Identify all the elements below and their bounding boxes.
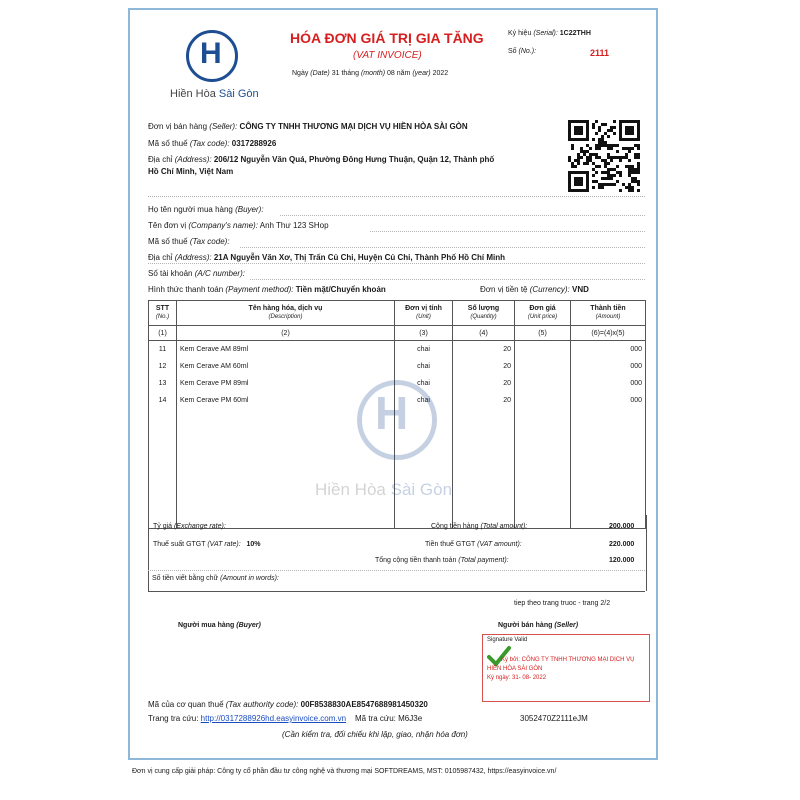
table-header	[149, 301, 646, 326]
exchange-rate-row: Tỷ giá (Exchange rate):	[153, 523, 226, 530]
vat-rate-row: Thuế suất GTGT (VAT rate): 10%	[153, 541, 261, 548]
signed-by-line2: HIỀN HÒA SÀI GÒN	[487, 666, 543, 672]
table-row: 14 Kem Cerave PM 60ml chai 20 000	[149, 392, 646, 409]
buyer-company-row: Tên đơn vị (Company's name): Anh Thư 123 SHop	[148, 221, 329, 230]
signed-date: Ký ngày: 31- 08- 2022	[487, 675, 547, 681]
check-note: (Cần kiểm tra, đối chiếu khi lập, giao, nhận hóa đơn)	[282, 730, 468, 739]
seller-tax-code: 0317288926	[231, 139, 277, 148]
payment-method-row: Hình thức thanh toán (Payment method): Tiền mặt/Chuyển khoản	[148, 285, 386, 294]
provider-footer: Đơn vị cung cấp giải pháp: Công ty cổ phần đầu tư công nghệ và thương mại SOFTDREAMS, MST: 0105987432, https://easyinvoice.vn/	[132, 768, 557, 775]
col-header-no: STT (No.)	[149, 301, 177, 326]
invoice-subtitle: (VAT INVOICE)	[353, 50, 422, 61]
amount-in-words-row: Số tiền viết bằng chữ (Amount in words):	[152, 575, 279, 582]
number-field: Số (No.):	[508, 48, 537, 55]
signed-by: Ký bởi: CÔNG TY TNHH THƯƠNG MẠI DỊCH VỤ	[501, 657, 635, 663]
seller-name: CÔNG TY TNHH THƯƠNG MẠI DỊCH VỤ HIỀN HÒA SÀI GÒN	[239, 122, 468, 131]
buyer-tax-row: Mã số thuế (Tax code):	[148, 237, 230, 246]
section-divider	[148, 196, 645, 197]
buyer-address: 21A Nguyễn Văn Xơ, Thị Trấn Củ Chi, Huyện Củ Chi, Thành Phố Hồ Chí Minh	[213, 253, 506, 262]
seller-name-row: Đơn vị bán hàng (Seller): CÔNG TY TNHH THƯƠNG MẠI DỊCH VỤ HIỀN HÒA SÀI GÒN	[148, 122, 468, 131]
logo-letter: H	[200, 37, 222, 70]
vat-rate: 10%	[246, 541, 261, 548]
buyer-person-row: Họ tên người mua hàng (Buyer):	[148, 205, 264, 214]
serial-value: 1C22THH	[559, 30, 591, 37]
tax-authority-row: Mã của cơ quan thuế (Tax authority code): 00F8538830AE8547688981450320	[148, 700, 428, 709]
col-header-unit-price: Đơn giá (Unit price)	[515, 301, 571, 326]
col-header-description: Tên hàng hóa, dịch vụ (Description)	[177, 301, 395, 326]
buyer-address-row: Địa chỉ (Address): 21A Nguyễn Văn Xơ, Thị Trấn Củ Chi, Huyện Củ Chi, Thành Phố Hồ Chí Minh	[148, 253, 506, 262]
col-header-amount: Thành tiền (Amount)	[571, 301, 646, 326]
seller-signature-label: Người bán hàng (Seller)	[498, 622, 579, 629]
invoice-number: 2111	[590, 48, 610, 58]
table-row: 13 Kem Cerave PM 89ml chai 20 000	[149, 375, 646, 392]
table-row: 11 Kem Cerave AM 89ml chai 20 000	[149, 341, 646, 359]
seller-address-line2: Hồ Chí Minh, Việt Nam	[148, 167, 234, 176]
currency: VND	[571, 285, 589, 294]
invoice-sheet: H Hiền Hòa Sài Gòn HÓA ĐƠN GIÁ TRỊ GIA TĂNG (VAT INVOICE) Ngày (Date) 31 tháng (month) 08 năm (year) 2022 Ký hiệu (Serial): 1C22THH Số (No.): 2111 Đơn vị bán hàng (Seller): CÔNG TY TNHH THƯƠNG MẠI DỊCH VỤ HIỀN HÒA SÀI GÒN Mã số thuế (Tax code): 0317288926 Địa chỉ (Address): 206/12 Nguyễn Văn Quá, Phường Đông Hưng Thuận, Quận 12, Thành phố Hồ Chí Minh, Việt Nam Họ tên người mua hàng (Buyer): Tên đơn vị (Company's name): Anh Thư 123 SHop Mã số thuế (Tax code): Địa chỉ (Address): 21A Nguyễn Văn Xơ, Thị Trấn Củ Chi, Huyện Củ Chi, Thành Phố Hồ Chí Minh Số tài khoản (A/C number): Hình thức thanh toán (Payment method): Tiền mặt/Chuyển khoản Đơn vị tiền tệ (Currency): VND STT (No.) Tên hàng hóa, dịch vụ (Description) Đơn vị tính (Unit) Số lượng (Quantity) Đơn giá (Unit price) Thành tiền (Amount) (1) (2) (3) (4) (5) (6)=(4)x(5) 11 Kem Cerave AM 89ml chai 20 000 12 Kem Cerave AM 60ml chai 20 000 13 Kem Cerave PM 89ml chai 20 000 14 Kem Cerave PM 60ml chai 20 000 H Hiền Hòa Sài Gòn Tỷ giá (Exchange rate): Cộng tiền hàng (Total amount): 200.000 Thuế suất GTGT (VAT rate): 10% Tiền thuế GTGT (VAT amount): 220.000 Tổng cộng tiền thanh toán (Total payment): 120.000 Số tiền viết bằng chữ (Amount in words): tiep theo trang truoc - trang 2/2 Người mua hàng (Buyer) Người bán hàng (Seller) Signature Valid Ký bởi: CÔNG TY TNHH THƯƠNG MẠI DỊCH VỤ HIỀN HÒA SÀI GÒN Ký ngày: 31- 08- 2022 Mã của cơ quan thuế (Tax authority code): 00F8538830AE8547688981450320 Trang tra cứu: http://0317288926hd.easyinvoice.com.vn Mã tra cứu: M6J3e 3052470Z2111eJM (Cần kiểm tra, đối chiếu khi lập, giao, nhận hóa đơn)	[128, 8, 658, 760]
signature-valid-label: Signature Valid	[487, 637, 528, 643]
col-header-unit: Đơn vị tính (Unit)	[395, 301, 453, 326]
vat-amount: 220.000	[609, 541, 635, 548]
seller-address-row: Địa chỉ (Address): 206/12 Nguyễn Văn Quá, Phường Đông Hưng Thuận, Quận 12, Thành phố	[148, 155, 495, 164]
lookup-link[interactable]: http://0317288926hd.easyinvoice.com.vn	[200, 714, 347, 723]
buyer-signature-label: Người mua hàng (Buyer)	[178, 622, 261, 629]
invoice-date: Ngày (Date) 31 tháng (month) 08 năm (year) 2022	[292, 70, 449, 77]
digital-signature-box	[482, 634, 650, 702]
col-header-quantity: Số lượng (Quantity)	[453, 301, 515, 326]
lookup-code: M6J3e	[398, 714, 423, 723]
continued-note: tiep theo trang truoc - trang 2/2	[514, 600, 611, 607]
total-payment: 120.000	[609, 557, 635, 564]
table-row: 12 Kem Cerave AM 60ml chai 20 000	[149, 358, 646, 375]
lookup-row: Trang tra cứu: http://0317288926hd.easyinvoice.com.vn Mã tra cứu: M6J3e	[148, 714, 423, 723]
checkmark-icon	[487, 645, 511, 667]
total-amount: 200.000	[609, 523, 635, 530]
column-number-row: (1) (2) (3) (4) (5) (6)=(4)x(5)	[149, 326, 646, 341]
total-payment-row: Tổng cộng tiền thanh toán (Total payment):	[375, 557, 509, 564]
serial-field: Ký hiệu (Serial): 1C22THH	[508, 30, 591, 37]
invoice-title: HÓA ĐƠN GIÁ TRỊ GIA TĂNG	[290, 30, 484, 46]
seller-address: 206/12 Nguyễn Văn Quá, Phường Đông Hưng Thuận, Quận 12, Thành phố	[213, 155, 495, 164]
tax-authority-code: 00F8538830AE8547688981450320	[300, 700, 428, 709]
logo-text-b: Sài Gòn	[218, 88, 259, 100]
vat-amount-row: Tiền thuế GTGT (VAT amount):	[425, 541, 522, 548]
buyer-company: Anh Thư 123 SHop	[259, 221, 329, 230]
payment-method: Tiền mặt/Chuyển khoản	[295, 285, 386, 294]
empty-row	[149, 460, 646, 477]
currency-row: Đơn vị tiền tệ (Currency): VND	[480, 285, 589, 294]
buyer-account-row: Số tài khoản (A/C number):	[148, 269, 245, 278]
qr-code	[568, 120, 640, 192]
total-amount-row: Cộng tiền hàng (Total amount):	[431, 523, 528, 530]
extra-code: 3052470Z2111eJM	[520, 714, 588, 723]
logo-text-a: Hiền Hòa	[170, 88, 216, 100]
seller-tax-row: Mã số thuế (Tax code): 0317288926	[148, 139, 277, 148]
